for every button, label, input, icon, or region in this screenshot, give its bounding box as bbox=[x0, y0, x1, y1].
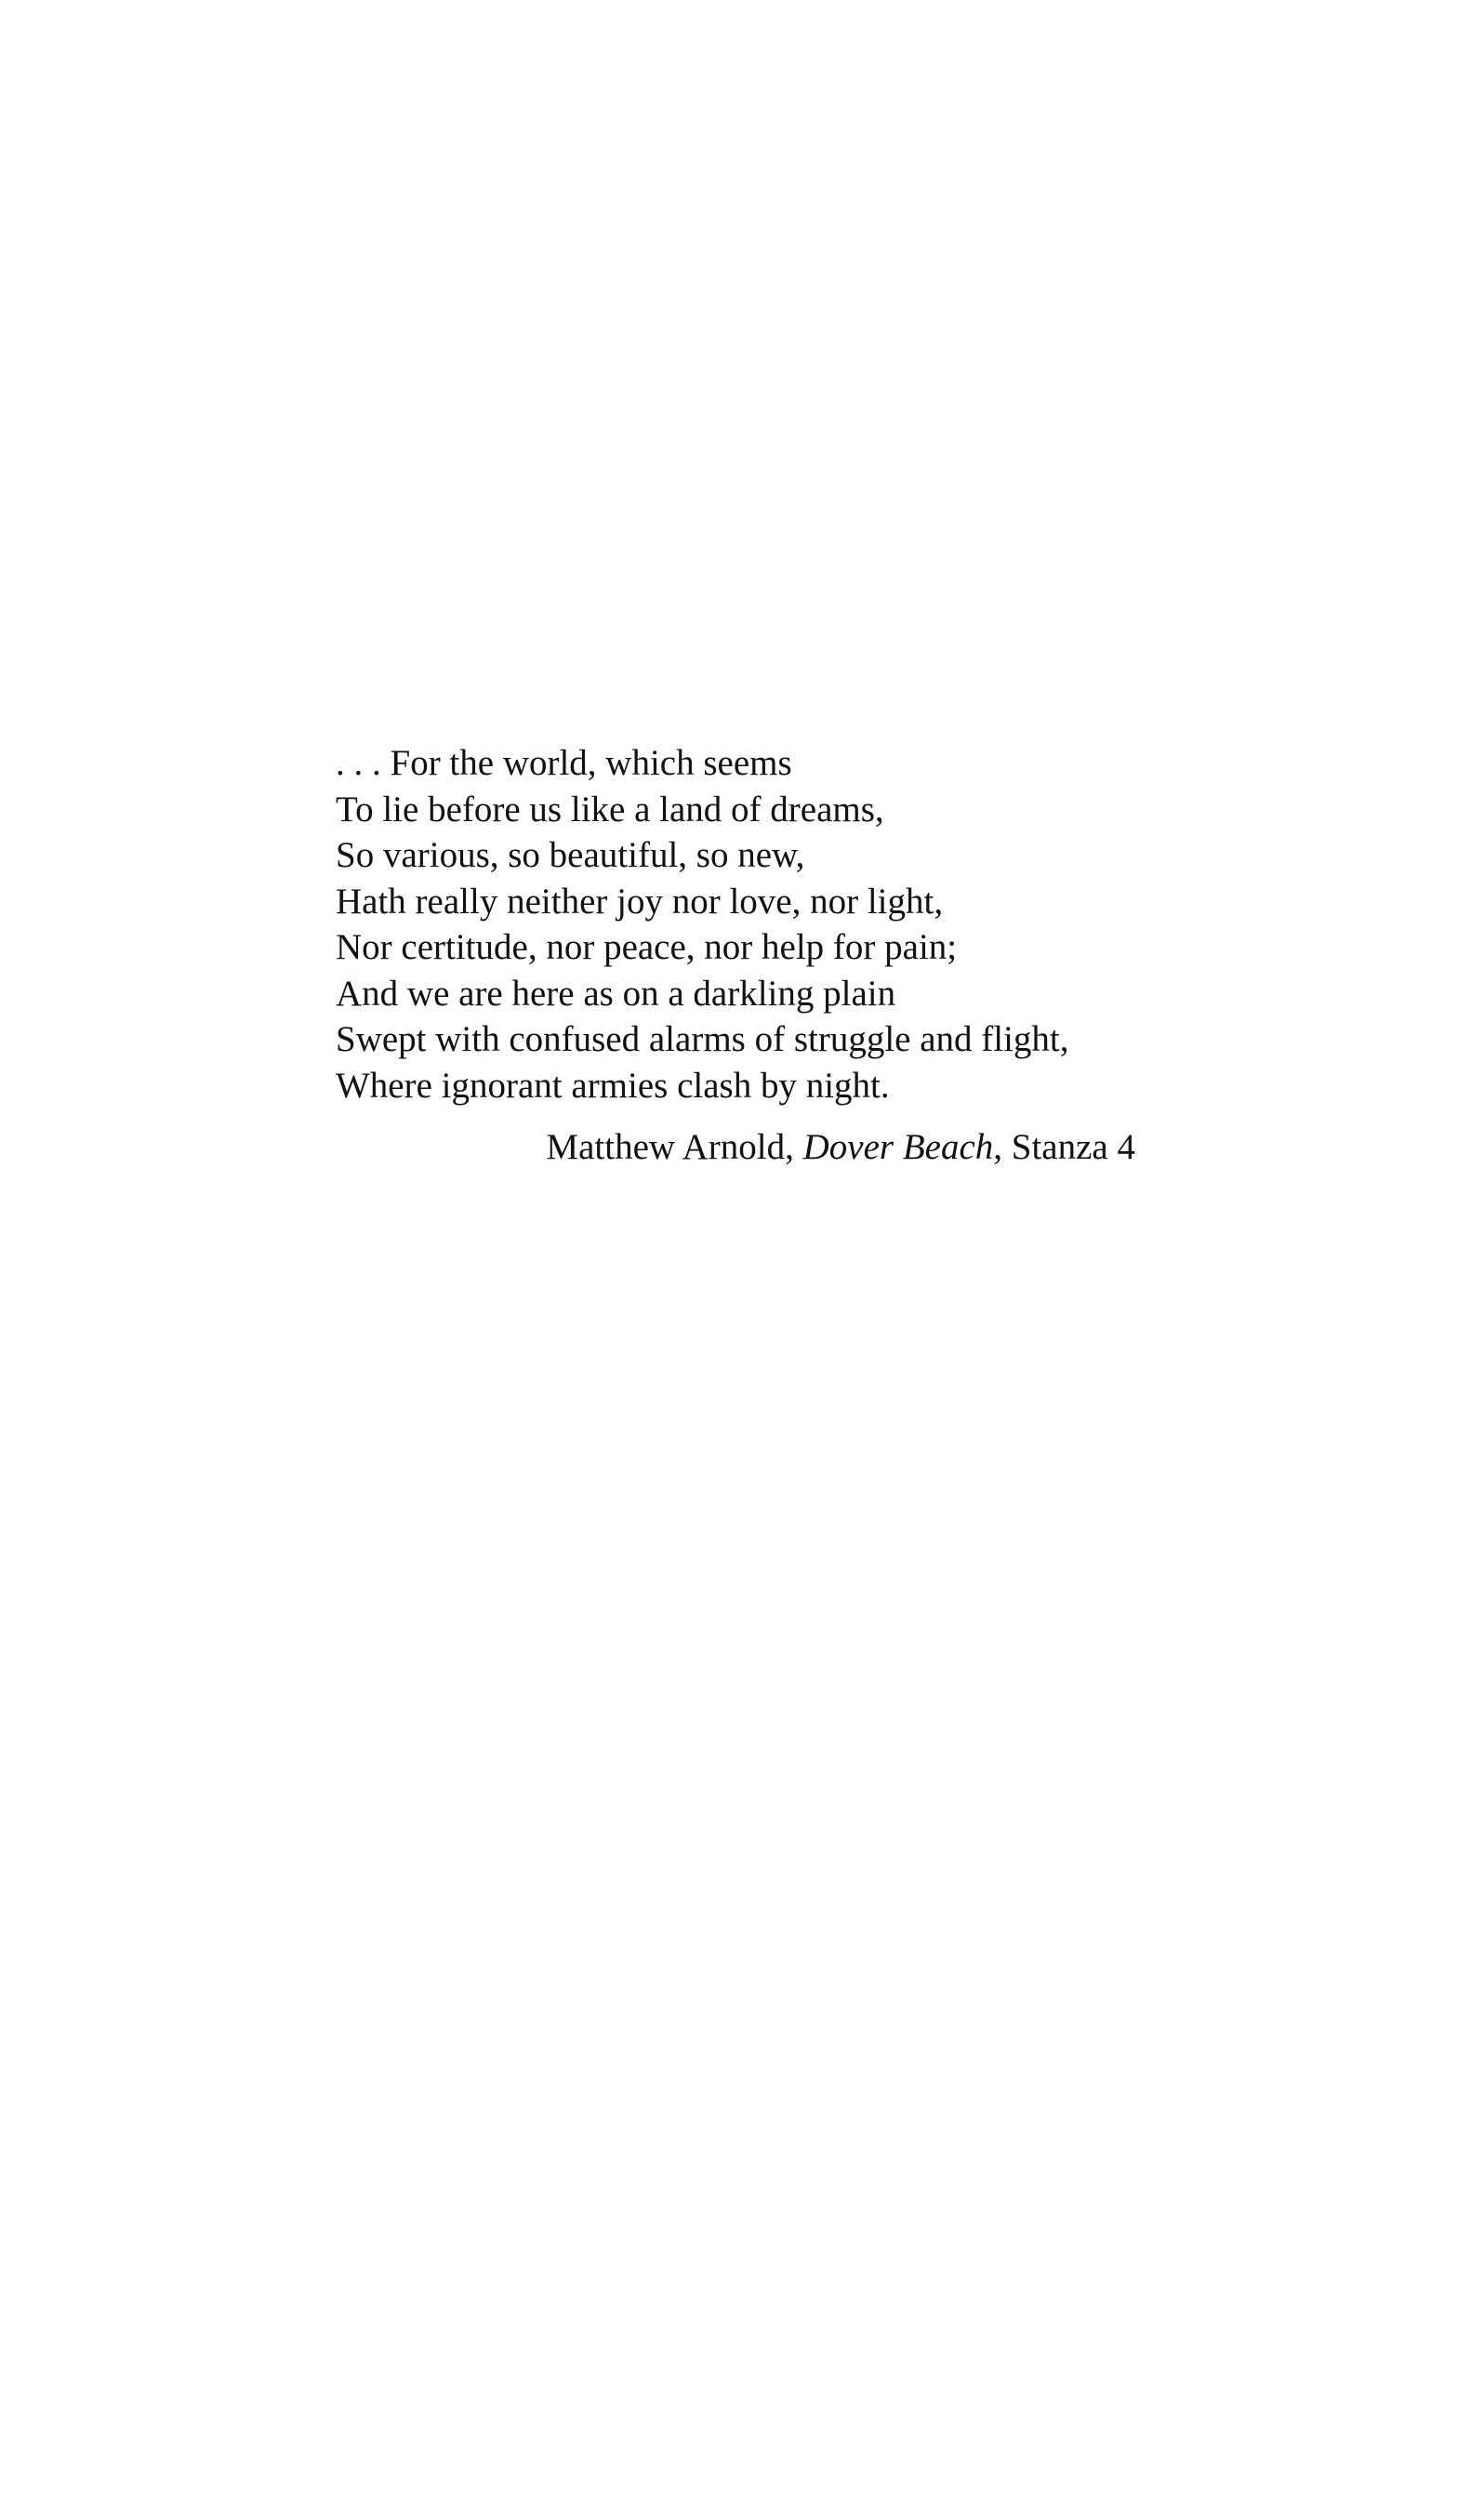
poem-line: To lie before us like a land of dreams, bbox=[336, 789, 884, 829]
poem-line: . . . For the world, which seems bbox=[336, 743, 792, 783]
poem-line: Where ignorant armies clash by night. bbox=[336, 1065, 890, 1106]
epigraph bbox=[336, 740, 1135, 1171]
attribution-separator: , bbox=[785, 1127, 803, 1167]
poem-line: And we are here as on a darkling plain bbox=[336, 973, 896, 1014]
attribution-location: Stanza 4 bbox=[1011, 1127, 1135, 1167]
poem-line: Nor certitude, nor peace, nor help for pain; bbox=[336, 927, 958, 967]
attribution-author: Matthew Arnold bbox=[546, 1127, 786, 1167]
poem-line: Hath really neither joy nor love, nor light, bbox=[336, 881, 944, 922]
attribution-separator: , bbox=[993, 1127, 1012, 1167]
poem-stanza bbox=[336, 740, 1135, 1108]
poem-line: Swept with confused alarms of struggle and flight, bbox=[336, 1019, 1069, 1059]
epigraph-attribution bbox=[336, 1124, 1135, 1171]
poem-line: So various, so beautiful, so new, bbox=[336, 835, 805, 875]
attribution-work-title: Dover Beach bbox=[802, 1127, 994, 1167]
